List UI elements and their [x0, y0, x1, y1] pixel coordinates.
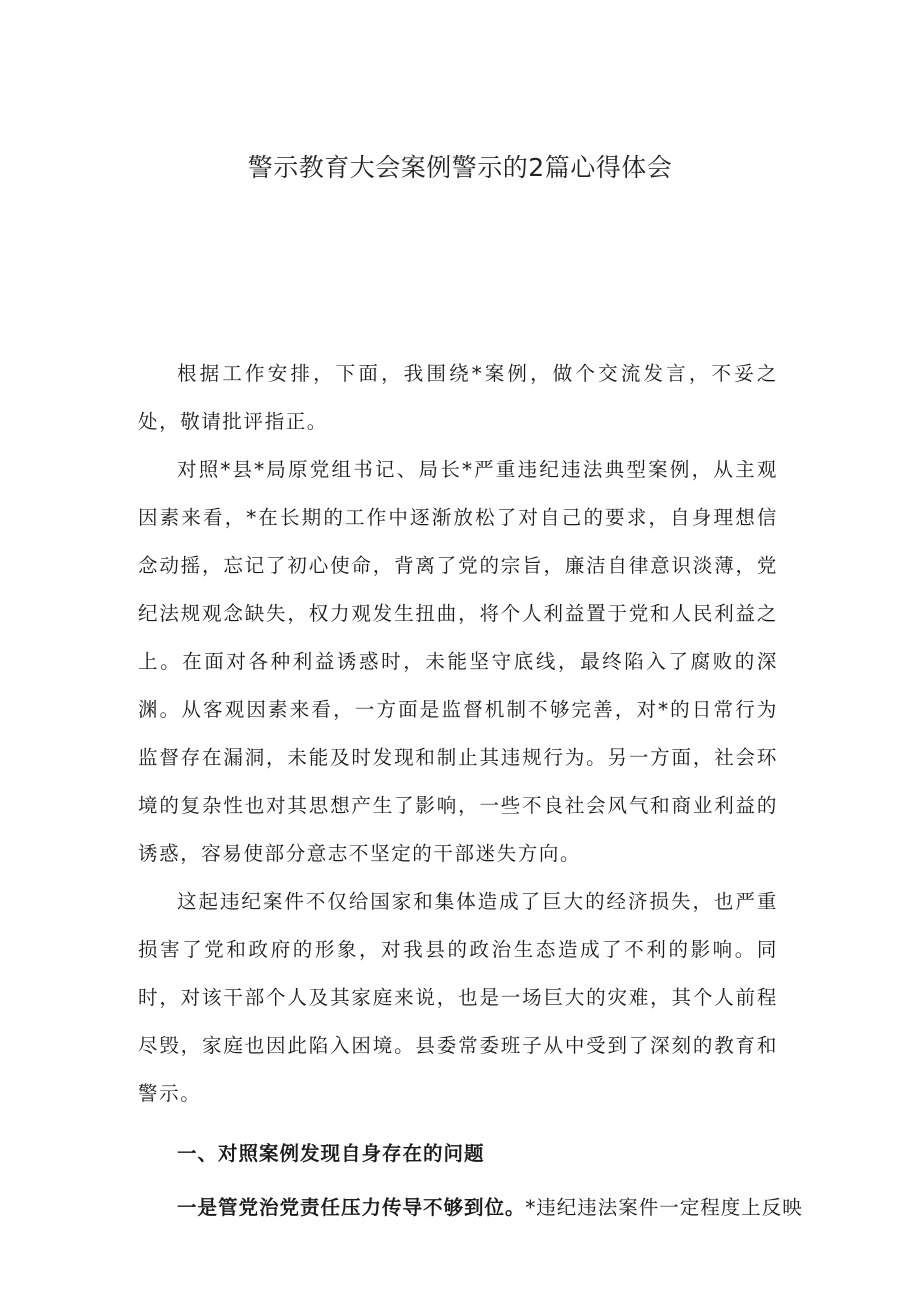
paragraph-analysis: 对照*县*局原党组书记、局长*严重违纪违法典型案例，从主观因素来看，*在长期的工作中逐渐放松了对自己的要求，自身理想信念动摇，忘记了初心使命，背离了党的宗旨，廉洁自律意识淡薄，党纪法规观念缺失，权力观发生扭曲，将个人利益置于党和人民利益之上。在面对各种利益诱惑时，未能坚守底线，最终陷入了腐败的深渊。从客观因素来看，一方面是监督机制不够完善，对*的日常行为监督存在漏洞，未能及时发现和制止其违规行为。另一方面，社会环境的复杂性也对其思想产生了影响，一些不良社会风气和商业利益的诱惑，容易使部分意志不坚定的干部迷失方向。 [138, 458, 778, 865]
document-body [138, 350, 803, 1232]
paragraph-intro: 根据工作安排，下面，我围绕*案例，做个交流发言，不妥之处，敬请批评指正。 [138, 362, 778, 433]
paragraph-impact: 这起违纪案件不仅给国家和集体造成了巨大的经济损失，也严重损害了党和政府的形象，对我县的政治生态造成了不利的影响。同时，对该干部个人及其家庭来说，也是一场巨大的灾难，其个人前程尽毁，家庭也因此陷入困境。县委常委班子从中受到了深刻的教育和警示。 [138, 890, 778, 1105]
point-lead: 一是管党治党责任压力传导不够到位。 [177, 1196, 526, 1219]
section-heading: 一、对照案例发现自身存在的问题 [177, 1142, 485, 1165]
document-title: 警示教育大会案例警示的2篇心得体会 [247, 153, 673, 182]
point-text: *违纪违法案件一定程度上反映 [525, 1196, 803, 1219]
point-item [138, 1184, 803, 1232]
